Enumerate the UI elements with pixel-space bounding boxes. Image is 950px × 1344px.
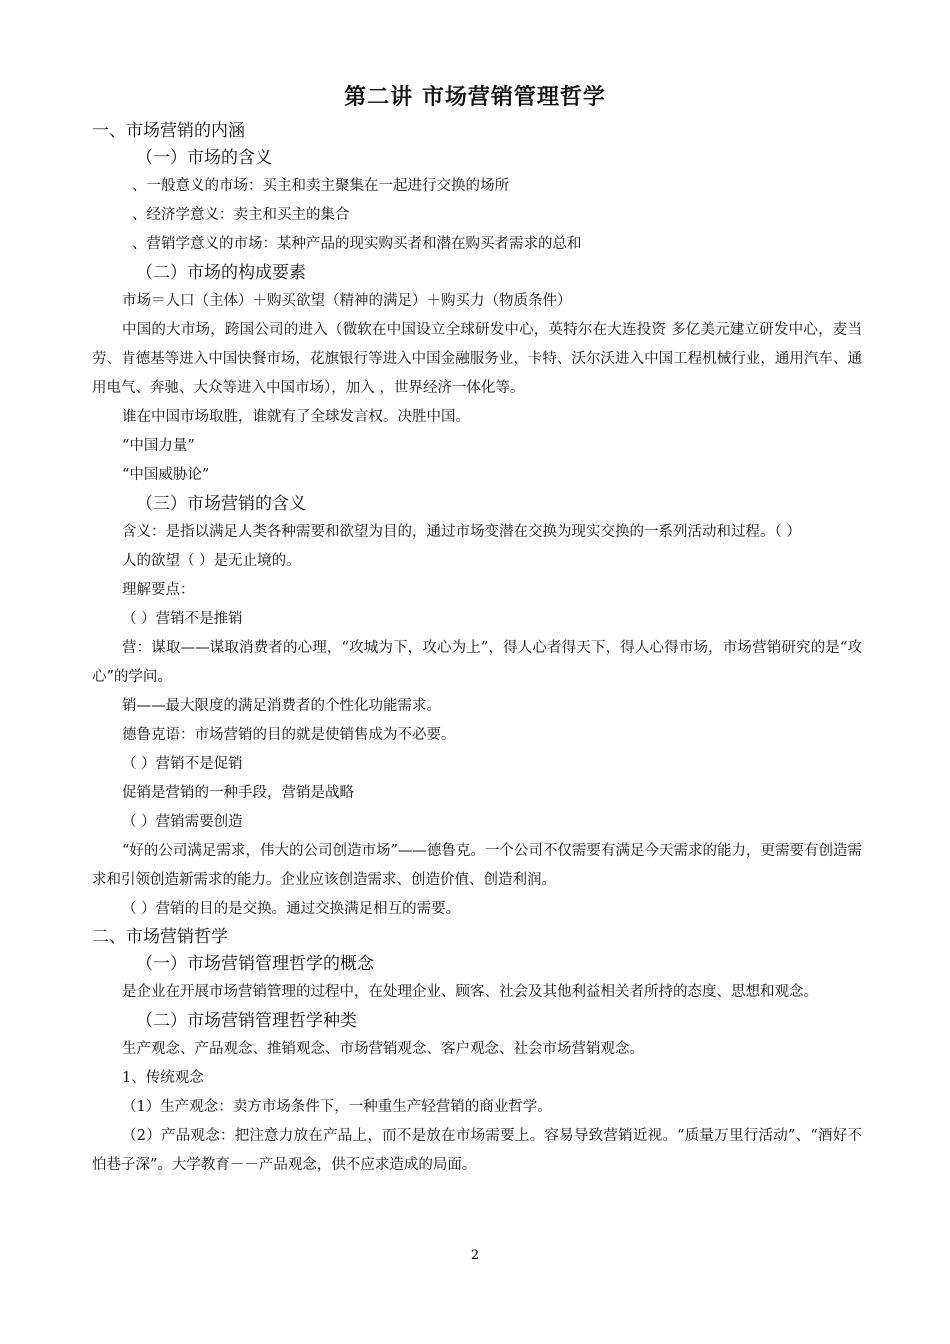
key-points-label: 理解要点：: [122, 582, 195, 598]
paragraph-promotion: 促销是营销的一种手段，营销是战略: [122, 785, 354, 801]
page-number: 2: [470, 1248, 480, 1263]
page-title: 第二讲 市场营销管理哲学: [344, 85, 606, 110]
paragraph-drucker: 德鲁克语：市场营销的目的就是使销售成为不必要。: [122, 727, 456, 743]
section-heading-2: 二、市场营销哲学: [92, 927, 228, 947]
key-point-3: （ ）营销需要创造: [122, 814, 243, 830]
paragraph-desire: 人的欲望（ ）是无止境的。: [122, 553, 301, 569]
paragraph-definition: 含义：是指以满足人类各种需要和欲望为目的，通过市场变潜在交换为现实交换的一系列活动和过程。（ ）: [122, 524, 801, 540]
quote-china-threat: “中国威胁论”: [122, 467, 210, 483]
subsection-heading-philosophy-kinds: （二）市场营销管理哲学种类: [136, 1011, 357, 1031]
subsection-heading-marketing-meaning: （三）市场营销的含义: [136, 494, 306, 514]
key-point-4: （ ）营销的目的是交换。通过交换满足相互的需要。: [122, 901, 461, 917]
key-point-2: （ ）营销不是促销: [122, 756, 243, 772]
subsection-heading-philosophy-concept: （一）市场营销管理哲学的概念: [136, 954, 374, 974]
section-heading-1: 一、市场营销的内涵: [92, 121, 245, 141]
paragraph-traditional: 1、传统观念: [122, 1070, 204, 1086]
document-body: [92, 118, 862, 1180]
paragraph-production-concept: （1）生产观念：卖方市场条件下，一种重生产轻营销的商业哲学。: [122, 1099, 552, 1115]
list-item: 、一般意义的市场：买主和卖主聚集在一起进行交换的场所: [132, 178, 509, 194]
paragraph-ying: 营：谋取——谋取消费者的心理，“攻城为下，攻心为上”，得人心者得天下，得人心得市场，市场营销研究的是“攻心”的学问。: [92, 640, 862, 685]
paragraph-philosophy-concept: 是企业在开展市场营销管理的过程中，在处理企业、顾客、社会及其他利益相关者所持的态度、思想和观念。: [122, 984, 818, 1000]
subsection-heading-market-meaning: （一）市场的含义: [136, 148, 272, 168]
list-item: 、营销学意义的市场：某种产品的现实购买者和潜在购买者需求的总和: [132, 236, 582, 252]
paragraph-product-concept: （2）产品观念：把注意力放在产品上，而不是放在市场需要上。容易导致营销近视。“质量万里行活动”、“酒好不怕巷子深”。大学教育－－产品观念，供不应求造成的局面。: [92, 1128, 862, 1173]
paragraph-xiao: 销——最大限度的满足消费者的个性化功能需求。: [122, 698, 441, 714]
key-point-1: （ ）营销不是推销: [122, 611, 243, 627]
market-formula: 市场＝人口（主体）＋购买欲望（精神的满足）＋购买力（物质条件）: [122, 293, 572, 309]
list-item: 、经济学意义：卖主和买主的集合: [132, 207, 350, 223]
paragraph-good-company: “好的公司满足需求，伟大的公司创造市场”——德鲁克。一个公司不仅需要有满足今天需求的能力，更需要有创造需求和引领创造新需求的能力。企业应该创造需求、创造价值、创造利润。: [92, 843, 862, 888]
paragraph-china-market: 中国的大市场，跨国公司的进入（微软在中国设立全球研发中心，英特尔在大连投资 多亿美元建立研发中心，麦当劳、肯德基等进入中国快餐市场，花旗银行等进入中国金融服务业，卡特、沃尔沃进入中国工程机械行业，通用汽车、通用电气、奔驰、大众等进入中国市场），加入 ，世界经济一体化等。: [92, 322, 862, 396]
quote-china-power: “中国力量”: [122, 438, 195, 454]
paragraph-win-china: 谁在中国市场取胜，谁就有了全球发言权。决胜中国。: [122, 409, 470, 425]
subsection-heading-market-elements: （二）市场的构成要素: [136, 263, 306, 283]
paragraph-kinds: 生产观念、产品观念、推销观念、市场营销观念、客户观念、社会市场营销观念。: [122, 1041, 644, 1057]
